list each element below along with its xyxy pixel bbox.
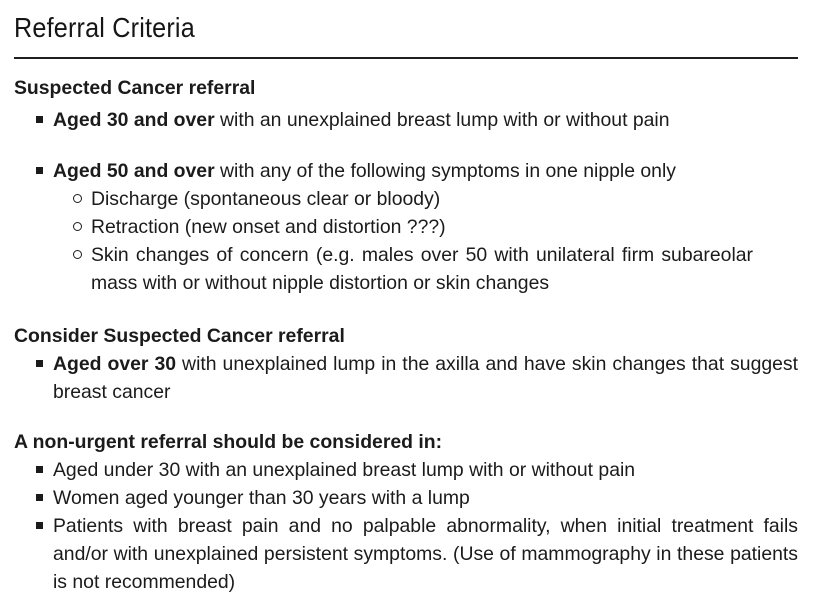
square-bullet-icon (36, 167, 43, 174)
section-non-urgent-referral (14, 428, 798, 596)
sub-list-item (53, 185, 753, 213)
square-bullet-icon (36, 466, 43, 473)
list-item-bold-lead: Aged 30 and over (53, 109, 215, 131)
sub-list-item-text: Skin changes of concern (e.g. males over 50 with unilateral firm subareolar mass with or without nipple distortion or skin changes (91, 244, 753, 294)
circle-bullet-icon (73, 194, 82, 203)
sub-list-item (53, 213, 753, 241)
list-item (14, 456, 798, 484)
circle-bullet-icon (73, 222, 82, 231)
list-item (14, 350, 798, 406)
list-item (14, 512, 798, 596)
list-item-text: Patients with breast pain and no palpable abnormality, when initial treatment fails and/or with unexplained persistent symptoms. (Use of mammography in these patients is not recommended) (53, 515, 798, 593)
sub-list-item (53, 241, 753, 297)
list-item (14, 157, 798, 297)
square-bullet-icon (36, 494, 43, 501)
list-item-text: with any of the following symptoms in one nipple only (214, 160, 676, 182)
bullet-list (14, 350, 798, 406)
list-item-text: Aged under 30 with an unexplained breast lump with or without pain (53, 459, 636, 481)
square-bullet-icon (36, 360, 43, 367)
square-bullet-icon (36, 116, 43, 123)
section-suspected-cancer-referral (14, 74, 798, 297)
section-consider-suspected-cancer-referral (14, 322, 798, 406)
section-heading: Consider Suspected Cancer referral (14, 325, 345, 347)
list-item-bold-lead: Aged 50 and over (53, 160, 215, 182)
title-divider (14, 57, 798, 59)
list-item (14, 106, 798, 134)
sub-list-item-text: Discharge (spontaneous clear or bloody) (91, 188, 441, 210)
bullet-list (14, 106, 798, 297)
list-item-text: Women aged younger than 30 years with a lump (53, 487, 470, 509)
bullet-list (14, 456, 798, 596)
circle-bullet-icon (73, 250, 82, 259)
list-item (14, 484, 798, 512)
sub-bullet-list (53, 185, 753, 297)
section-heading: A non-urgent referral should be considered in: (14, 431, 443, 453)
sub-list-item-text: Retraction (new onset and distortion ???) (91, 216, 446, 238)
list-item-text: with unexplained lump in the axilla and have skin changes that suggest breast cancer (53, 353, 799, 403)
list-item-text: with an unexplained breast lump with or without pain (214, 109, 670, 131)
section-heading: Suspected Cancer referral (14, 77, 256, 99)
list-item-bold-lead: Aged over 30 (53, 353, 177, 375)
page-title: Referral Criteria (14, 12, 195, 43)
square-bullet-icon (36, 522, 43, 529)
